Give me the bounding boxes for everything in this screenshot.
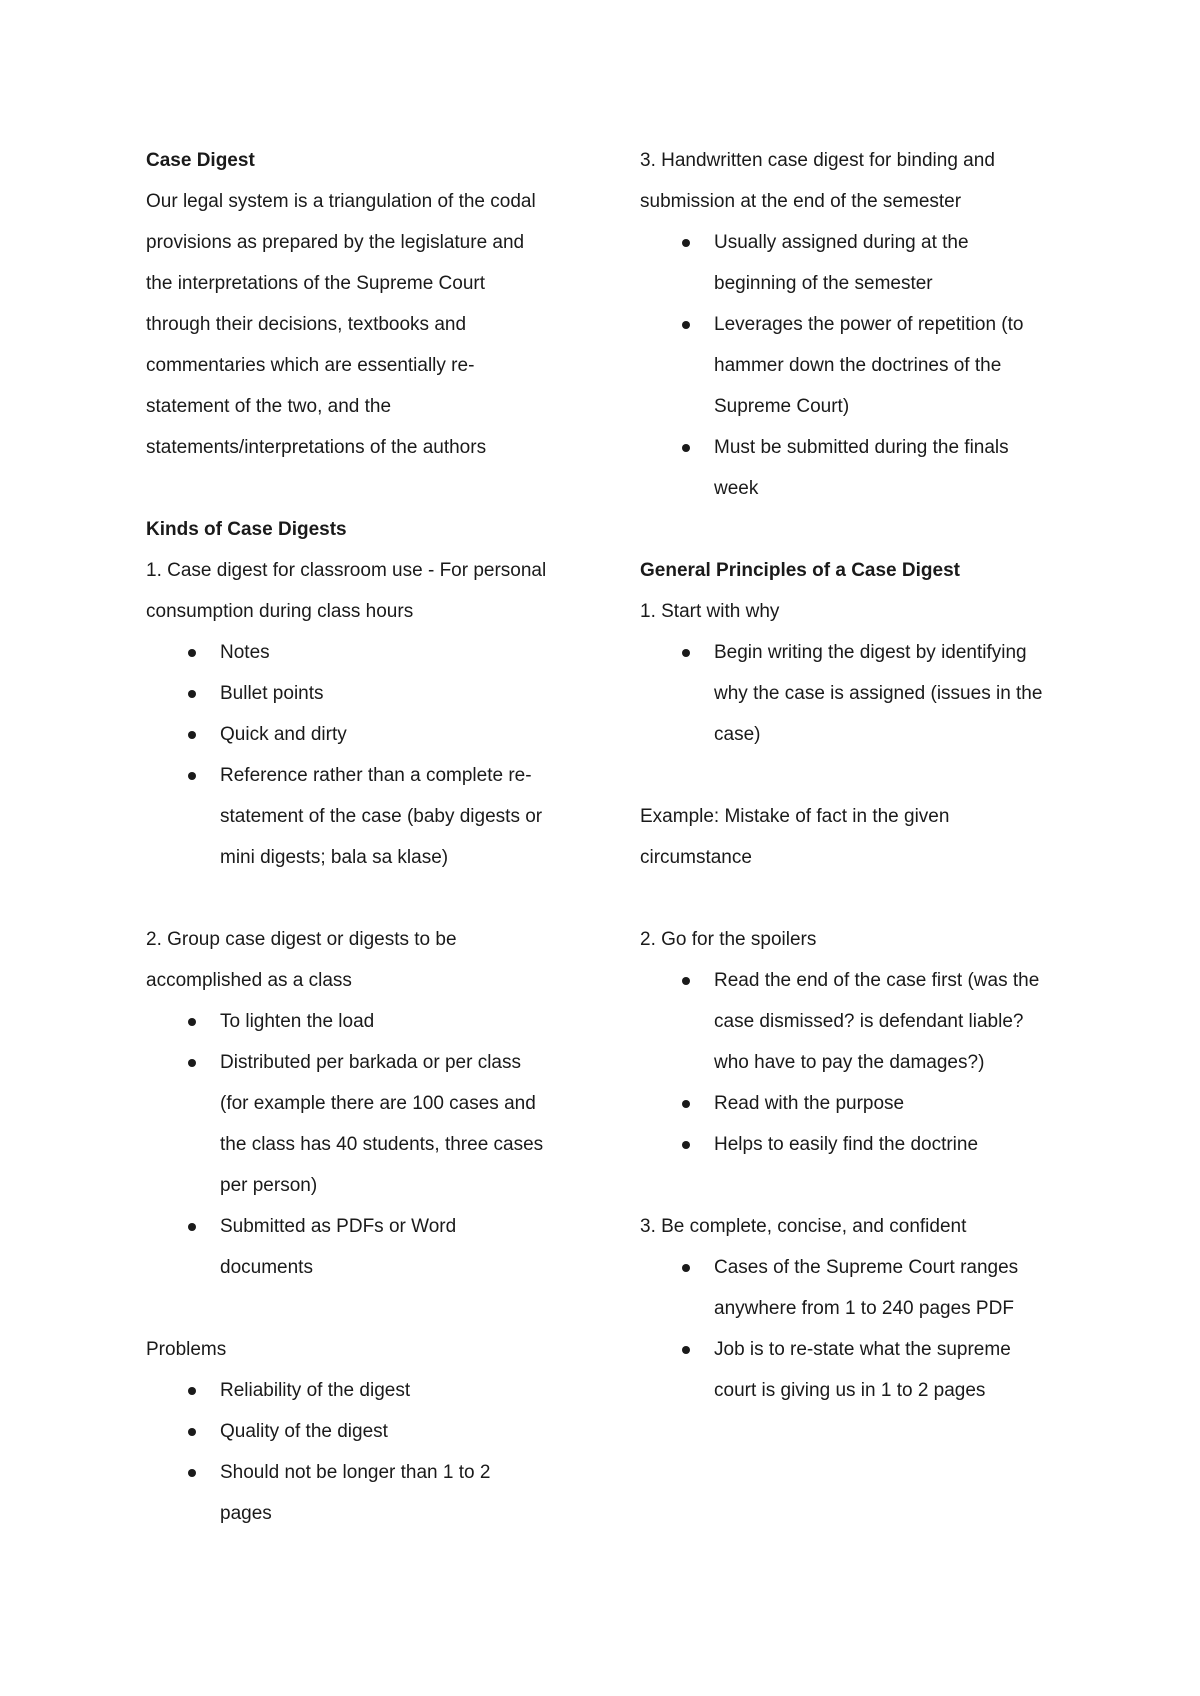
list-item-text: why the case is assigned (issues in the [714, 683, 1043, 704]
list-item-text: pages [220, 1503, 272, 1524]
bullet-icon [682, 977, 690, 985]
list-item-text: Begin writing the digest by identifying [714, 642, 1027, 663]
list-item-text: mini digests; bala sa klase) [220, 847, 449, 868]
text-line: statements/interpretations of the authors [146, 437, 487, 458]
doc-title: Case Digest [146, 150, 255, 171]
list-item [146, 1206, 576, 1288]
list-item-text: Helps to easily find the doctrine [714, 1134, 979, 1155]
text-line: submission at the end of the semester [640, 191, 962, 212]
spacer [146, 878, 576, 919]
intro-paragraph [146, 181, 576, 468]
list-item-text: Submitted as PDFs or Word [220, 1216, 457, 1237]
list-item-text: To lighten the load [220, 1011, 375, 1032]
text-line: commentaries which are essentially re- [146, 355, 475, 376]
list-item [146, 755, 576, 878]
spacer [640, 878, 1080, 919]
bullet-icon [682, 1100, 690, 1108]
list-item-text: Notes [220, 642, 270, 663]
text-line: statement of the two, and the [146, 396, 392, 417]
bullet-icon [188, 1387, 196, 1395]
principle3-bullet-list [640, 1247, 1080, 1411]
list-item-text: beginning of the semester [714, 273, 933, 294]
bullet-icon [682, 239, 690, 247]
bullet-icon [188, 1018, 196, 1026]
list-item-text: Read with the purpose [714, 1093, 905, 1114]
text-line: provisions as prepared by the legislature and [146, 232, 525, 253]
bullet-icon [188, 731, 196, 739]
kind3-text [640, 140, 1080, 222]
principle2-text: 2. Go for the spoilers [640, 929, 817, 950]
list-item [640, 1329, 1080, 1411]
bullet-icon [188, 1469, 196, 1477]
example-text [640, 796, 1080, 878]
list-item [146, 673, 576, 714]
list-item-text: the class has 40 students, three cases [220, 1134, 544, 1155]
principle2-bullet-list [640, 960, 1080, 1165]
list-item-text: case dismissed? is defendant liable? [714, 1011, 1024, 1032]
bullet-icon [682, 1141, 690, 1149]
list-item [146, 1452, 576, 1534]
bullet-icon [188, 649, 196, 657]
principle3-text: 3. Be complete, concise, and confident [640, 1216, 967, 1237]
list-item-text: Reference rather than a complete re- [220, 765, 532, 786]
list-item [640, 1124, 1080, 1165]
list-item-text: case) [714, 724, 761, 745]
list-item-text: week [714, 478, 759, 499]
kind3-bullet-list [640, 222, 1080, 509]
principles-heading: General Principles of a Case Digest [640, 560, 960, 581]
text-line: 3. Handwritten case digest for binding and [640, 150, 995, 171]
list-item [146, 1370, 576, 1411]
list-item-text: Distributed per barkada or per class [220, 1052, 521, 1073]
list-item-text: who have to pay the damages?) [714, 1052, 985, 1073]
list-item-text: anywhere from 1 to 240 pages PDF [714, 1298, 1014, 1319]
list-item-text: (for example there are 100 cases and [220, 1093, 536, 1114]
list-item-text: Bullet points [220, 683, 324, 704]
list-item-text: Quality of the digest [220, 1421, 388, 1442]
text-line: through their decisions, textbooks and [146, 314, 467, 335]
text-line: circumstance [640, 847, 752, 868]
problems-heading: Problems [146, 1339, 227, 1360]
left-column [146, 140, 576, 1534]
kind2-text [146, 919, 576, 1001]
bullet-icon [188, 1059, 196, 1067]
bullet-icon [188, 772, 196, 780]
bullet-icon [188, 1428, 196, 1436]
list-item-text: per person) [220, 1175, 318, 1196]
kind1-bullet-list [146, 632, 576, 878]
list-item-text: Must be submitted during the finals [714, 437, 1009, 458]
list-item-text: Quick and dirty [220, 724, 347, 745]
list-item-text: Should not be longer than 1 to 2 [220, 1462, 491, 1483]
principle1-text: 1. Start with why [640, 601, 780, 622]
text-line: the interpretations of the Supreme Court [146, 273, 486, 294]
list-item-text: Cases of the Supreme Court ranges [714, 1257, 1019, 1278]
kind1-text [146, 550, 576, 632]
list-item [640, 222, 1080, 304]
right-column [640, 140, 1080, 1411]
text-line: Our legal system is a triangulation of the codal [146, 191, 536, 212]
spacer [640, 755, 1080, 796]
text-line: consumption during class hours [146, 601, 414, 622]
kinds-heading: Kinds of Case Digests [146, 519, 347, 540]
list-item-text: court is giving us in 1 to 2 pages [714, 1380, 986, 1401]
list-item-text: documents [220, 1257, 313, 1278]
text-line: Example: Mistake of fact in the given [640, 806, 950, 827]
spacer [640, 509, 1080, 550]
list-item [640, 632, 1080, 755]
list-item [146, 1042, 576, 1206]
spacer [146, 468, 576, 509]
list-item [146, 1001, 576, 1042]
kind2-bullet-list [146, 1001, 576, 1288]
list-item [146, 714, 576, 755]
text-line: 2. Group case digest or digests to be [146, 929, 457, 950]
bullet-icon [682, 1346, 690, 1354]
list-item-text: Read the end of the case first (was the [714, 970, 1040, 991]
bullet-icon [682, 1264, 690, 1272]
list-item-text: Usually assigned during at the [714, 232, 969, 253]
list-item-text: Reliability of the digest [220, 1380, 411, 1401]
bullet-icon [682, 321, 690, 329]
list-item [146, 1411, 576, 1452]
list-item-text: Leverages the power of repetition (to [714, 314, 1024, 335]
list-item [640, 304, 1080, 427]
bullet-icon [188, 690, 196, 698]
bullet-icon [682, 649, 690, 657]
list-item-text: statement of the case (baby digests or [220, 806, 543, 827]
list-item [640, 1247, 1080, 1329]
text-line: accomplished as a class [146, 970, 352, 991]
list-item [640, 1083, 1080, 1124]
spacer [640, 1165, 1080, 1206]
list-item-text: Job is to re-state what the supreme [714, 1339, 1011, 1360]
principle1-bullet-list [640, 632, 1080, 755]
list-item-text: hammer down the doctrines of the [714, 355, 1002, 376]
problems-bullet-list [146, 1370, 576, 1534]
spacer [146, 1288, 576, 1329]
list-item [640, 427, 1080, 509]
list-item [640, 960, 1080, 1083]
bullet-icon [188, 1223, 196, 1231]
list-item [146, 632, 576, 673]
list-item-text: Supreme Court) [714, 396, 850, 417]
text-line: 1. Case digest for classroom use - For personal [146, 560, 547, 581]
bullet-icon [682, 444, 690, 452]
